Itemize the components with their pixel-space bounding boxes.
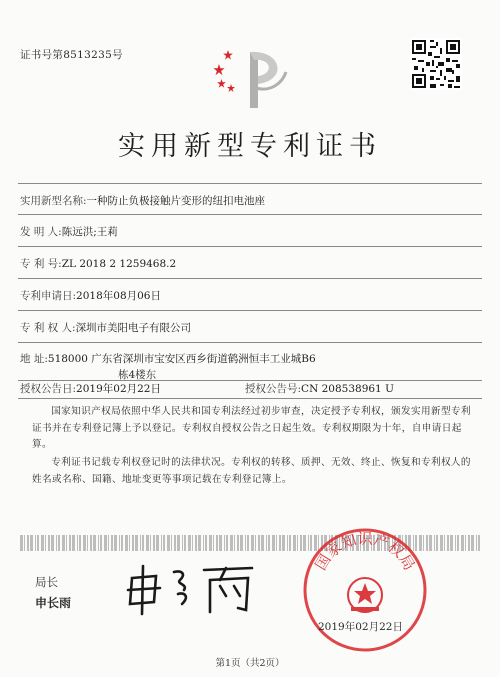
divider xyxy=(18,214,482,215)
svg-text:国家知识产权局: 国家知识产权局 xyxy=(311,529,419,574)
page-title: 实用新型专利证书 xyxy=(118,131,382,162)
director-signature xyxy=(122,560,262,616)
divider xyxy=(18,278,482,279)
grant-statement: 国家知识产权局依照中华人民共和国专利法经过初步审查，决定授予专利权，颁发实用新型专利证书并在专利登记簿上予以登记。专利权自授权公告之日起生效。专利权期限为十年，自申请日起算。 xyxy=(32,406,471,450)
field-address: 地 址:518000 广东省深圳市宝安区西乡街道鹤洲恒丰工业城B6 xyxy=(20,353,316,365)
field-grant-date: 授权公告日:2019年02月22日 xyxy=(20,383,161,395)
page-indicator: 第1页（共2页） xyxy=(215,658,285,669)
divider xyxy=(18,246,482,247)
director-title: 局长 xyxy=(35,575,58,589)
field-inventor: 发 明 人:陈远洪;王莉 xyxy=(20,226,118,238)
certificate-number: 证书号第8513235号 xyxy=(20,49,123,61)
filing-date: 2018年08月06日 xyxy=(76,290,161,302)
field-patent-number: 专 利 号:ZL 2018 2 1259468.2 xyxy=(20,258,177,270)
address-line-2: 栋4楼东 xyxy=(118,369,157,381)
official-seal xyxy=(300,525,430,655)
patent-number: ZL 2018 2 1259468.2 xyxy=(61,258,177,270)
field-filing-date: 专利申请日:2018年08月06日 xyxy=(20,290,161,302)
field-utility-model-name: 实用新型名称:一种防止负极接触片变形的纽扣电池座 xyxy=(20,195,266,207)
divider xyxy=(18,398,482,399)
address-line-1: 518000 广东省深圳市宝安区西乡街道鹤洲恒丰工业城B6 xyxy=(47,353,316,365)
patentee: 深圳市美阳电子有限公司 xyxy=(75,322,192,334)
field-grant-number: 授权公告号:CN 208538961 U xyxy=(245,383,394,395)
divider xyxy=(18,310,482,311)
divider xyxy=(18,183,482,184)
qr-code-icon xyxy=(410,38,462,90)
director-name: 申长雨 xyxy=(35,596,72,610)
legal-status-statement: 专利证书记载专利权登记时的法律状况。专利权的转移、质押、无效、终止、恢复和专利权人的姓名或名称、国籍、地址变更等事项记载在专利登记簿上。 xyxy=(32,457,471,485)
sipo-logo-icon xyxy=(212,44,292,114)
seal-date: 2019年02月22日 xyxy=(318,621,403,633)
utility-model-name: 一种防止负极接触片变形的纽扣电池座 xyxy=(86,195,266,207)
grant-date: 2019年02月22日 xyxy=(76,383,161,395)
field-patentee: 专 利 权 人:深圳市美阳电子有限公司 xyxy=(20,322,192,334)
inventor: 陈远洪;王莉 xyxy=(61,226,118,238)
divider xyxy=(18,342,482,343)
grant-number: CN 208538961 U xyxy=(301,383,394,395)
